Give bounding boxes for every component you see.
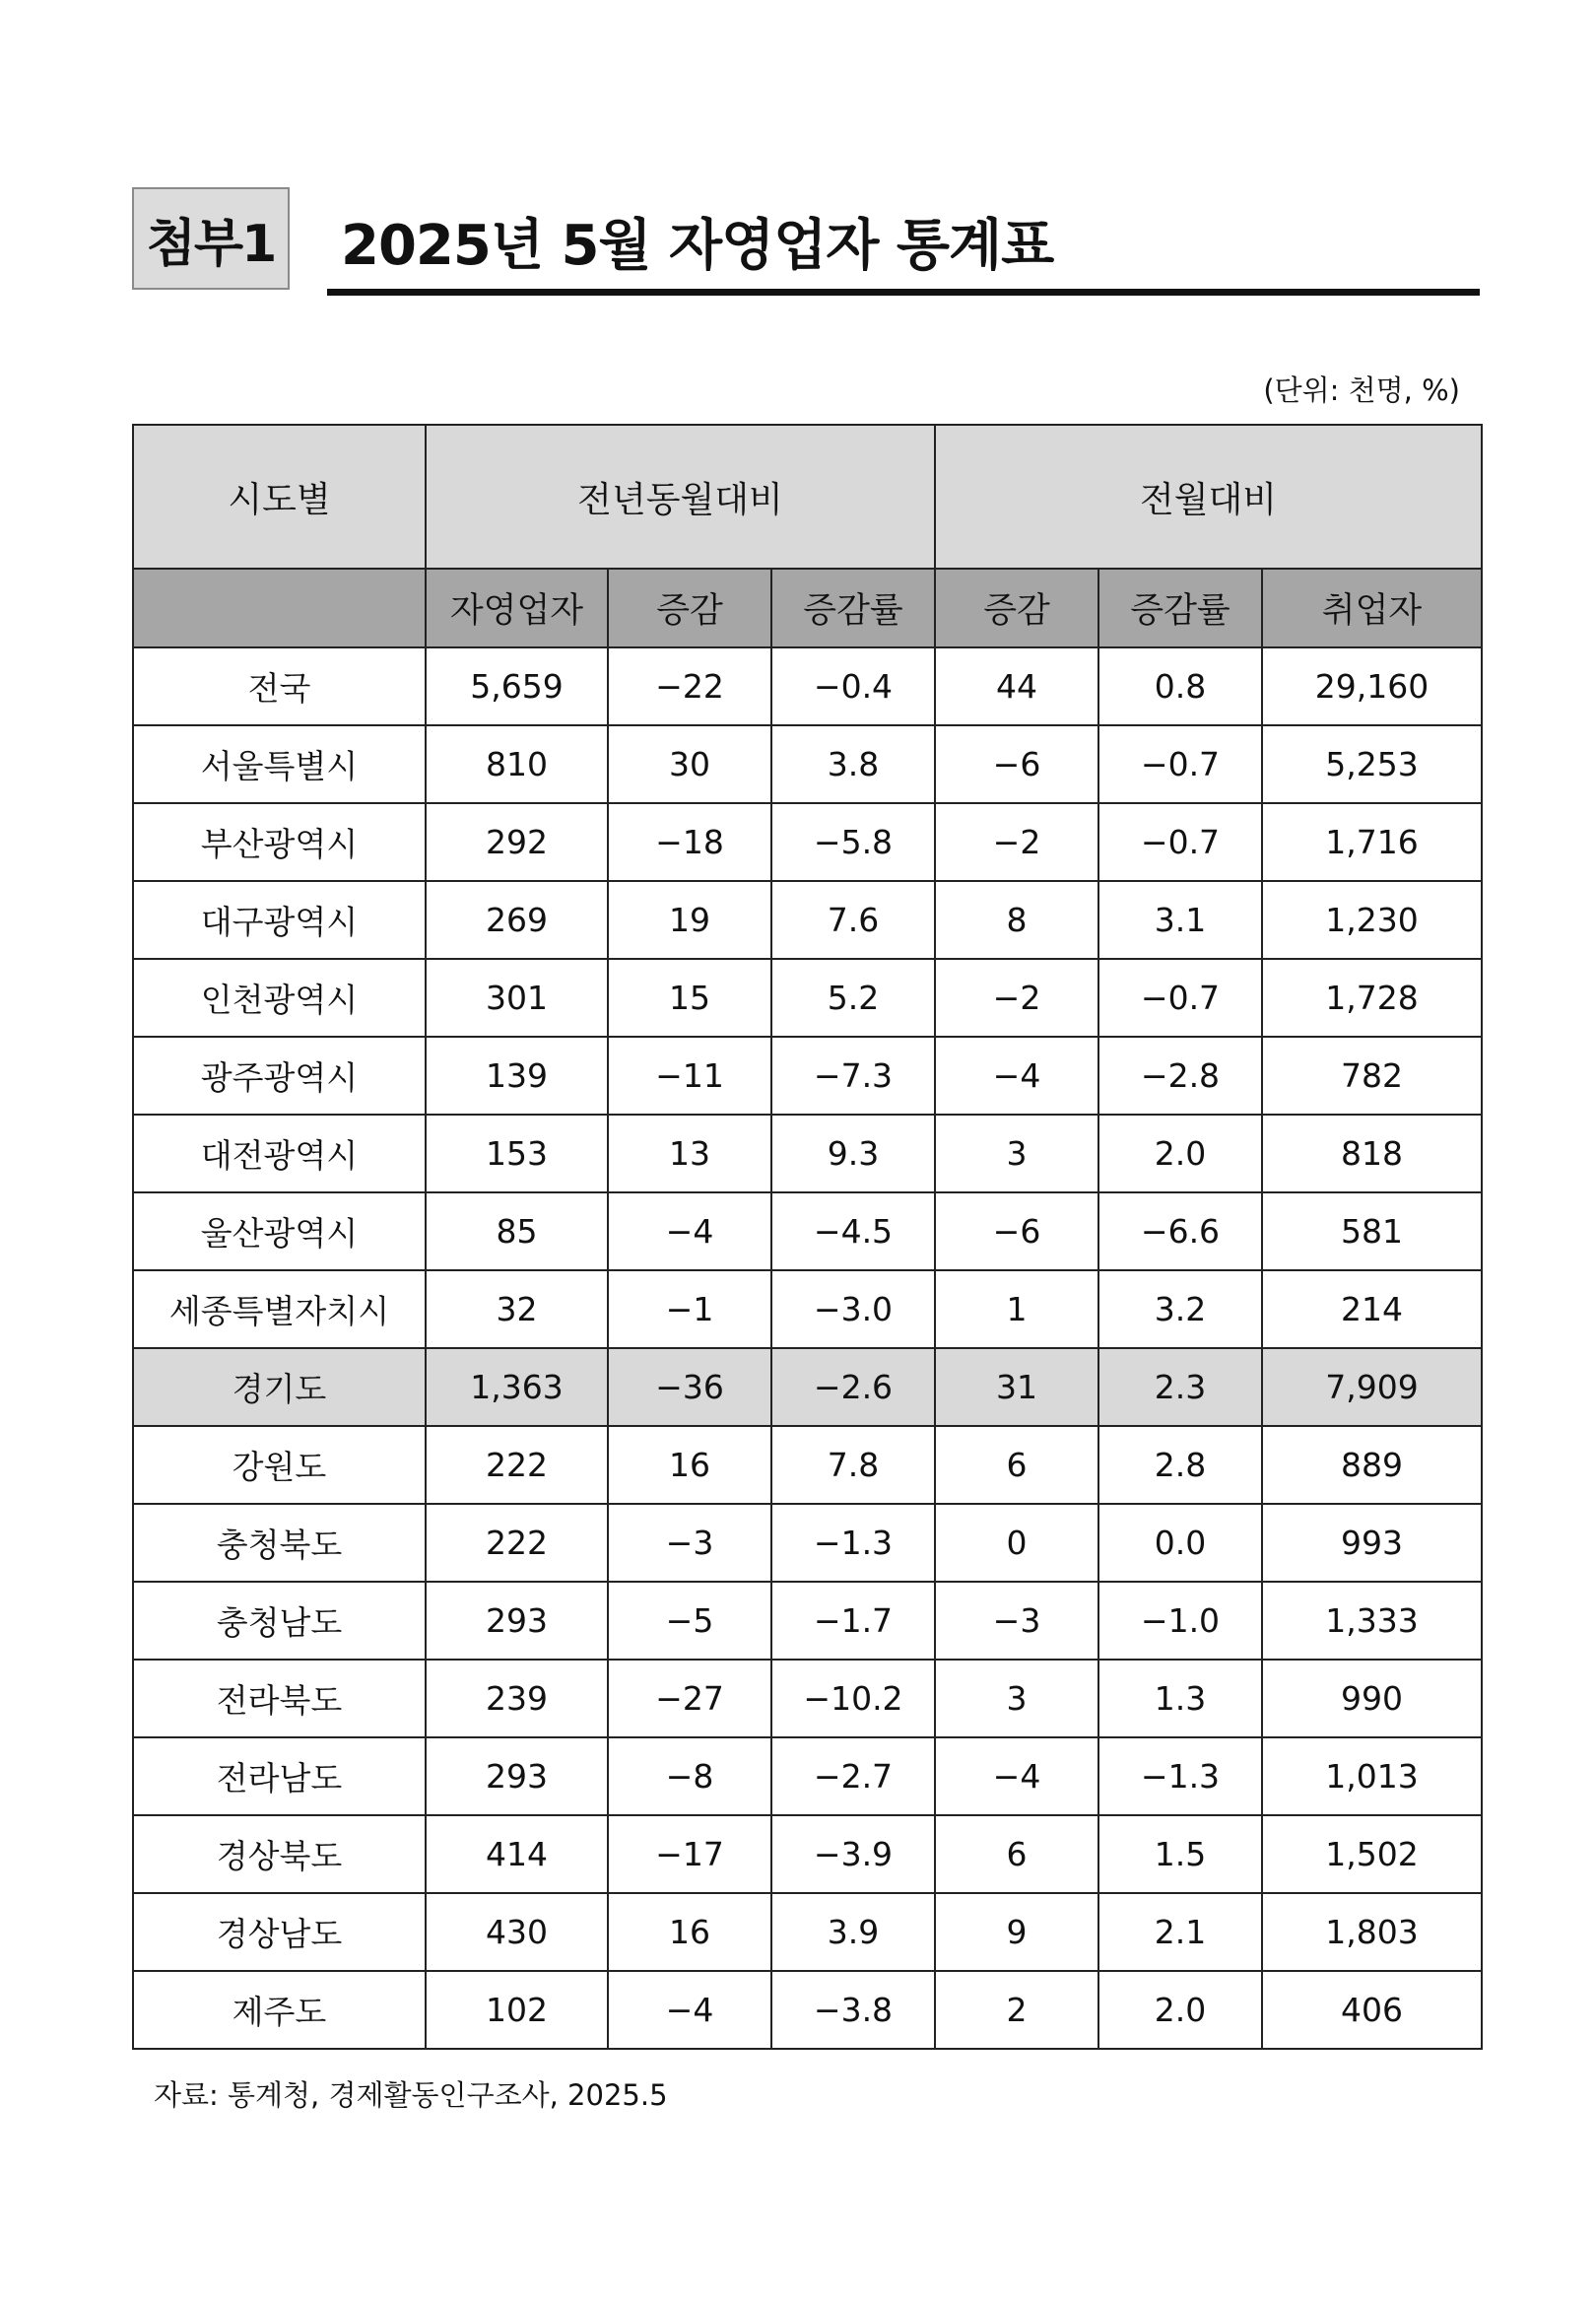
table-row — [133, 725, 1482, 803]
yoy-rate-cell: −10.2 — [771, 1660, 935, 1737]
employed-cell: 5,253 — [1262, 725, 1482, 803]
mom-change-cell: −3 — [935, 1582, 1098, 1660]
mom-rate-cell: −0.7 — [1098, 725, 1262, 803]
self-employed-cell: 102 — [426, 1971, 608, 2049]
yoy-change-cell: −4 — [608, 1971, 771, 2049]
yoy-change-cell: −3 — [608, 1504, 771, 1582]
yoy-change-cell: −4 — [608, 1192, 771, 1270]
yoy-change-cell: −18 — [608, 803, 771, 881]
mom-group-header: 전월대비 — [935, 425, 1482, 569]
yoy-rate-cell: −5.8 — [771, 803, 935, 881]
mom-change-cell: 6 — [935, 1815, 1098, 1893]
table-row — [133, 1426, 1482, 1504]
statistics-table — [132, 424, 1483, 2050]
self-employed-cell: 810 — [426, 725, 608, 803]
self-employed-cell: 153 — [426, 1115, 608, 1192]
mom-change-cell: 1 — [935, 1270, 1098, 1348]
yoy-rate-cell: 5.2 — [771, 959, 935, 1037]
mom-rate-cell: 2.8 — [1098, 1426, 1262, 1504]
yoy-group-header: 전년동월대비 — [426, 425, 935, 569]
employed-cell: 1,502 — [1262, 1815, 1482, 1893]
employed-cell: 214 — [1262, 1270, 1482, 1348]
region-cell: 전라북도 — [133, 1660, 426, 1737]
yoy-rate-cell: −0.4 — [771, 647, 935, 725]
yoy-change-cell: −8 — [608, 1737, 771, 1815]
subheader-mom-change: 증감 — [935, 569, 1098, 647]
self-employed-cell: 269 — [426, 881, 608, 959]
region-cell: 경상북도 — [133, 1815, 426, 1893]
self-employed-cell: 430 — [426, 1893, 608, 1971]
table-subheader-row — [133, 569, 1482, 647]
self-employed-cell: 292 — [426, 803, 608, 881]
yoy-rate-cell: 7.8 — [771, 1426, 935, 1504]
mom-rate-cell: −2.8 — [1098, 1037, 1262, 1115]
table-body — [133, 647, 1482, 2049]
yoy-rate-cell: −3.9 — [771, 1815, 935, 1893]
yoy-change-cell: −27 — [608, 1660, 771, 1737]
mom-rate-cell: 0.0 — [1098, 1504, 1262, 1582]
table-row — [133, 1893, 1482, 1971]
mom-rate-cell: 2.0 — [1098, 1971, 1262, 2049]
mom-rate-cell: 2.3 — [1098, 1348, 1262, 1426]
subheader-blank — [133, 569, 426, 647]
employed-cell: 406 — [1262, 1971, 1482, 2049]
employed-cell: 7,909 — [1262, 1348, 1482, 1426]
yoy-rate-cell: 3.9 — [771, 1893, 935, 1971]
region-cell: 강원도 — [133, 1426, 426, 1504]
yoy-change-cell: −22 — [608, 647, 771, 725]
yoy-rate-cell: −7.3 — [771, 1037, 935, 1115]
mom-change-cell: 44 — [935, 647, 1098, 725]
mom-change-cell: −6 — [935, 1192, 1098, 1270]
table-row — [133, 1582, 1482, 1660]
employed-cell: 782 — [1262, 1037, 1482, 1115]
employed-cell: 1,333 — [1262, 1582, 1482, 1660]
employed-cell: 990 — [1262, 1660, 1482, 1737]
table-group-header-row — [133, 425, 1482, 569]
table-row — [133, 803, 1482, 881]
yoy-rate-cell: −3.8 — [771, 1971, 935, 2049]
yoy-change-cell: −1 — [608, 1270, 771, 1348]
source-note: 자료: 통계청, 경제활동인구조사, 2025.5 — [154, 2078, 668, 2112]
mom-change-cell: −2 — [935, 959, 1098, 1037]
mom-rate-cell: −0.7 — [1098, 803, 1262, 881]
yoy-rate-cell: −3.0 — [771, 1270, 935, 1348]
subheader-self-employed: 자영업자 — [426, 569, 608, 647]
mom-rate-cell: 1.3 — [1098, 1660, 1262, 1737]
mom-change-cell: 3 — [935, 1115, 1098, 1192]
yoy-change-cell: −11 — [608, 1037, 771, 1115]
mom-rate-cell: 0.8 — [1098, 647, 1262, 725]
table-row — [133, 647, 1482, 725]
yoy-change-cell: 19 — [608, 881, 771, 959]
region-cell: 서울특별시 — [133, 725, 426, 803]
yoy-change-cell: −17 — [608, 1815, 771, 1893]
employed-cell: 1,230 — [1262, 881, 1482, 959]
employed-cell: 818 — [1262, 1115, 1482, 1192]
self-employed-cell: 32 — [426, 1270, 608, 1348]
yoy-change-cell: −5 — [608, 1582, 771, 1660]
table-row — [133, 1115, 1482, 1192]
table-row — [133, 1971, 1482, 2049]
mom-change-cell: 31 — [935, 1348, 1098, 1426]
attachment-badge: 첨부1 — [132, 187, 290, 290]
yoy-change-cell: 16 — [608, 1426, 771, 1504]
employed-cell: 1,716 — [1262, 803, 1482, 881]
self-employed-cell: 139 — [426, 1037, 608, 1115]
employed-cell: 29,160 — [1262, 647, 1482, 725]
mom-rate-cell: −0.7 — [1098, 959, 1262, 1037]
employed-cell: 993 — [1262, 1504, 1482, 1582]
yoy-rate-cell: 3.8 — [771, 725, 935, 803]
region-cell: 부산광역시 — [133, 803, 426, 881]
region-cell: 세종특별자치시 — [133, 1270, 426, 1348]
employed-cell: 1,728 — [1262, 959, 1482, 1037]
self-employed-cell: 222 — [426, 1504, 608, 1582]
self-employed-cell: 222 — [426, 1426, 608, 1504]
self-employed-cell: 85 — [426, 1192, 608, 1270]
mom-rate-cell: −6.6 — [1098, 1192, 1262, 1270]
yoy-rate-cell: 7.6 — [771, 881, 935, 959]
region-cell: 광주광역시 — [133, 1037, 426, 1115]
table-row — [133, 959, 1482, 1037]
mom-change-cell: 0 — [935, 1504, 1098, 1582]
mom-rate-cell: −1.0 — [1098, 1582, 1262, 1660]
mom-change-cell: −4 — [935, 1737, 1098, 1815]
mom-change-cell: 2 — [935, 1971, 1098, 2049]
self-employed-cell: 293 — [426, 1582, 608, 1660]
self-employed-cell: 301 — [426, 959, 608, 1037]
region-header: 시도별 — [133, 425, 426, 569]
mom-change-cell: 9 — [935, 1893, 1098, 1971]
mom-rate-cell: 3.1 — [1098, 881, 1262, 959]
mom-change-cell: −2 — [935, 803, 1098, 881]
employed-cell: 1,013 — [1262, 1737, 1482, 1815]
region-cell: 충청북도 — [133, 1504, 426, 1582]
yoy-rate-cell: −4.5 — [771, 1192, 935, 1270]
yoy-rate-cell: −1.7 — [771, 1582, 935, 1660]
mom-rate-cell: 3.2 — [1098, 1270, 1262, 1348]
mom-change-cell: 6 — [935, 1426, 1098, 1504]
self-employed-cell: 239 — [426, 1660, 608, 1737]
yoy-change-cell: 30 — [608, 725, 771, 803]
table-row — [133, 1037, 1482, 1115]
table-row — [133, 1660, 1482, 1737]
subheader-employed: 취업자 — [1262, 569, 1482, 647]
mom-change-cell: −4 — [935, 1037, 1098, 1115]
table-row — [133, 1348, 1482, 1426]
table-row — [133, 1815, 1482, 1893]
yoy-change-cell: 15 — [608, 959, 771, 1037]
region-cell: 울산광역시 — [133, 1192, 426, 1270]
table-row — [133, 1737, 1482, 1815]
self-employed-cell: 1,363 — [426, 1348, 608, 1426]
table-row — [133, 1504, 1482, 1582]
table-row — [133, 881, 1482, 959]
title-underline — [327, 289, 1480, 296]
yoy-change-cell: 16 — [608, 1893, 771, 1971]
employed-cell: 1,803 — [1262, 1893, 1482, 1971]
region-cell: 제주도 — [133, 1971, 426, 2049]
mom-change-cell: −6 — [935, 725, 1098, 803]
yoy-rate-cell: −2.7 — [771, 1737, 935, 1815]
yoy-change-cell: 13 — [608, 1115, 771, 1192]
region-cell: 인천광역시 — [133, 959, 426, 1037]
subheader-yoy-change: 증감 — [608, 569, 771, 647]
employed-cell: 889 — [1262, 1426, 1482, 1504]
self-employed-cell: 414 — [426, 1815, 608, 1893]
table-row — [133, 1192, 1482, 1270]
region-cell: 전국 — [133, 647, 426, 725]
page-title: 2025년 5월 자영업자 통계표 — [341, 214, 1054, 278]
mom-rate-cell: −1.3 — [1098, 1737, 1262, 1815]
mom-change-cell: 8 — [935, 881, 1098, 959]
region-cell: 경상남도 — [133, 1893, 426, 1971]
subheader-mom-rate: 증감률 — [1098, 569, 1262, 647]
region-cell: 경기도 — [133, 1348, 426, 1426]
self-employed-cell: 5,659 — [426, 647, 608, 725]
subheader-yoy-rate: 증감률 — [771, 569, 935, 647]
region-cell: 대구광역시 — [133, 881, 426, 959]
region-cell: 대전광역시 — [133, 1115, 426, 1192]
mom-rate-cell: 2.1 — [1098, 1893, 1262, 1971]
yoy-rate-cell: 9.3 — [771, 1115, 935, 1192]
mom-rate-cell: 1.5 — [1098, 1815, 1262, 1893]
table-row — [133, 1270, 1482, 1348]
region-cell: 전라남도 — [133, 1737, 426, 1815]
yoy-rate-cell: −2.6 — [771, 1348, 935, 1426]
region-cell: 충청남도 — [133, 1582, 426, 1660]
mom-change-cell: 3 — [935, 1660, 1098, 1737]
mom-rate-cell: 2.0 — [1098, 1115, 1262, 1192]
employed-cell: 581 — [1262, 1192, 1482, 1270]
yoy-change-cell: −36 — [608, 1348, 771, 1426]
self-employed-cell: 293 — [426, 1737, 608, 1815]
yoy-rate-cell: −1.3 — [771, 1504, 935, 1582]
unit-note: (단위: 천명, %) — [1263, 373, 1460, 407]
